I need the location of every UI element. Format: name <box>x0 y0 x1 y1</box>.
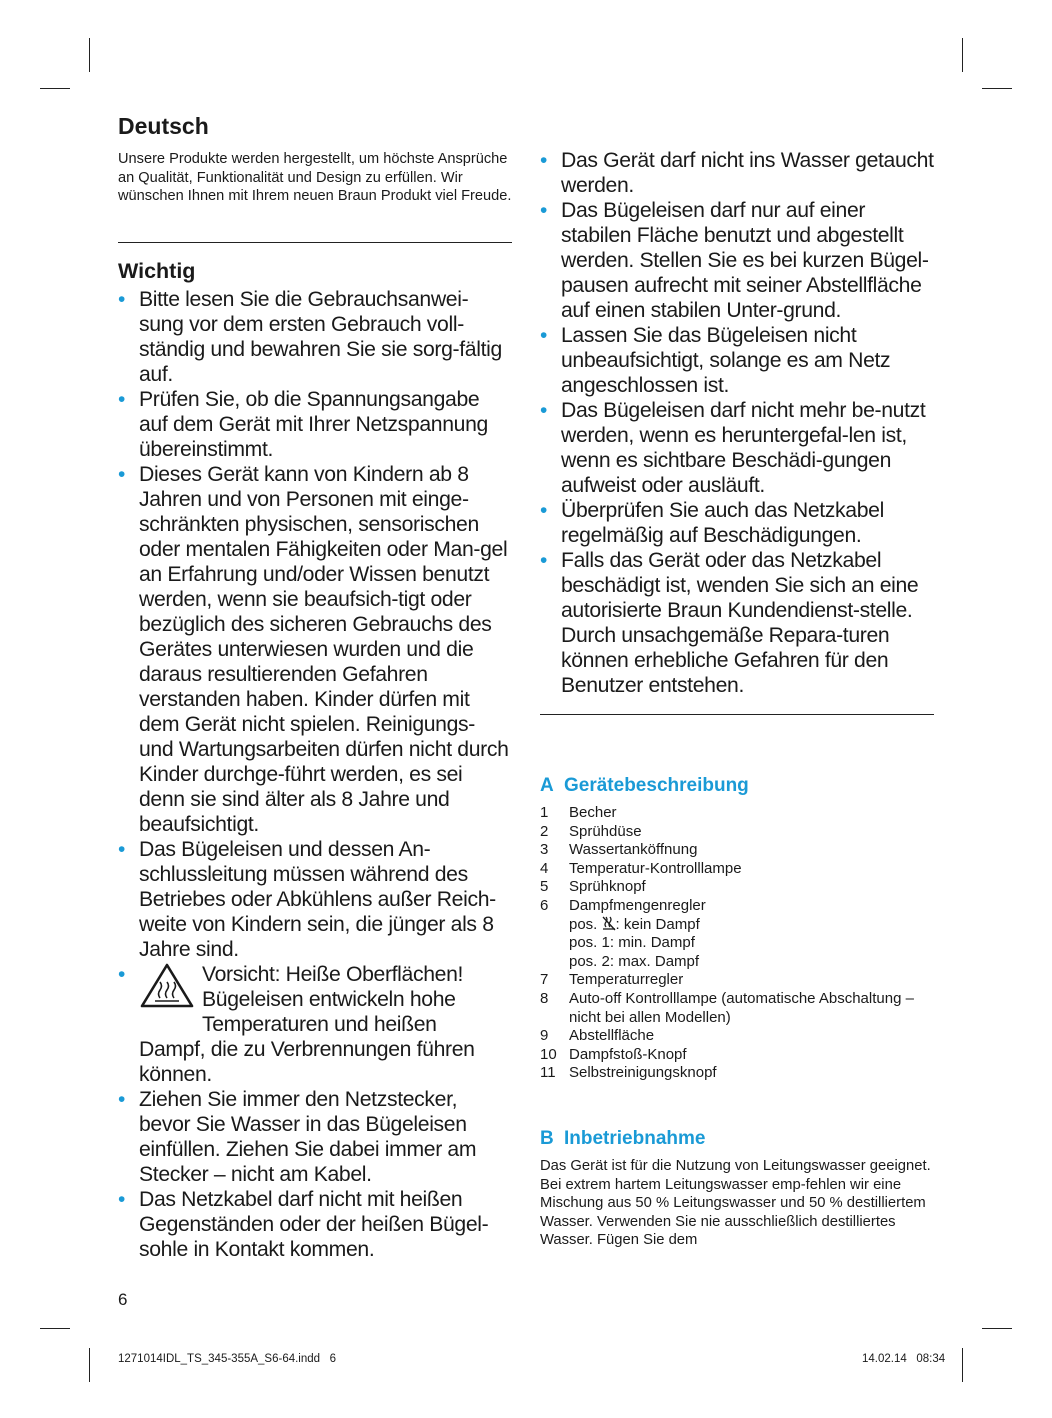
page-number: 6 <box>118 1290 128 1309</box>
crop-mark <box>40 1328 70 1329</box>
bullet-icon: • <box>118 462 126 486</box>
crop-mark <box>962 38 963 72</box>
list-item: 1 Becher <box>540 804 617 821</box>
crop-mark <box>89 1348 90 1382</box>
bullet-icon: • <box>118 387 126 411</box>
section-a-heading: A Gerätebeschreibung <box>540 775 749 796</box>
list-item: 6 Dampfmengenregler <box>540 896 706 914</box>
list-item: • Das Netzkabel darf nicht mit heißen Gegenständen oder der heißen Bügel-sohle in Kontakt kommen. <box>118 1187 489 1261</box>
list-item: • Prüfen Sie, ob die Spannungsangabe auf dem Gerät mit Ihrer Netzspannung übereinstimmt. <box>118 387 488 461</box>
pos-0-line: pos. : kein Dampf <box>569 915 700 933</box>
bullet-icon: • <box>540 549 548 572</box>
divider <box>540 714 934 715</box>
footer-filename: 1271014IDL_TS_345-355A_S6-64.indd 6 <box>118 1353 337 1365</box>
pos-1-line: pos. 1: min. Dampf <box>569 934 695 952</box>
list-item: • Falls das Gerät oder das Netzkabel beschädigt ist, wenden Sie sich an eine autorisierte Braun Kundendienst-stelle. Durch unsachgemäße Repara-turen können erhebliche Gefahren für den Benutzer entstehen. <box>540 549 919 697</box>
list-item: 3 Wassertanköffnung <box>540 841 698 859</box>
list-item: 4 Temperatur-Kontrolllampe <box>540 859 742 877</box>
left-column <box>118 112 512 1262</box>
right-column <box>540 148 934 1250</box>
bullet-icon: • <box>118 1187 126 1211</box>
bullet-icon: • <box>540 149 548 172</box>
warning-text: Vorsicht: Heiße Oberflächen! Bügeleisen entwickeln hohe Temperaturen und heißen <box>202 962 464 1036</box>
section-b-heading: B Inbetriebnahme <box>540 1127 706 1149</box>
bullet-icon: • <box>118 837 126 861</box>
list-item: 11 Selbstreinigungsknopf <box>540 1064 717 1082</box>
list-item: • Das Bügeleisen darf nicht mehr be-nutzt werden, wenn es heruntergefal-len ist, wenn es sichtbare Beschädi-gungen aufweist oder ausläuft. <box>540 399 926 497</box>
list-item: • Ziehen Sie immer den Netzstecker, bevor Sie Wasser in das Bügeleisen einfüllen. Ziehen Sie dabei immer am Stecker – nicht am Kabel. <box>118 1087 477 1186</box>
list-item: • Bitte lesen Sie die Gebrauchsanwei-sung vor dem ersten Gebrauch voll-ständig und bewahren Sie sie sorg-fältig auf. <box>118 287 502 386</box>
safety-list <box>118 287 512 1262</box>
no-steam-icon <box>602 916 616 931</box>
list-item: • Das Bügeleisen und dessen An-schlussleitung müssen während des Betriebes oder Abkühlens außer Reich-weite von Kindern sein, die jünger als 8 Jahre sind. <box>118 837 496 961</box>
list-item: • Überprüfen Sie auch das Netzkabel regelmäßig auf Beschädigungen. <box>540 499 884 547</box>
warning-item <box>118 962 512 1087</box>
bullet-icon: • <box>540 324 548 347</box>
section-b-text: Das Gerät ist für die Nutzung von Leitungswasser geeignet. Bei extrem hartem Leitungswasser emp-fehlen wir eine Mischung aus 50 % Leitungswasser und 50 % destilliertem Wasser. Verwenden Sie nie ausschließlich destilliertes Wasser. Fügen Sie dem <box>540 1157 931 1249</box>
crop-mark <box>982 1328 1012 1329</box>
crop-mark <box>89 38 90 72</box>
bullet-icon: • <box>540 199 548 222</box>
parts-list <box>540 804 934 916</box>
list-item: 10 Dampfstoß-Knopf <box>540 1045 687 1063</box>
bullet-icon: • <box>118 1087 126 1111</box>
bullet-icon: • <box>118 287 126 311</box>
list-item: • Das Gerät darf nicht ins Wasser getaucht werden. <box>540 149 934 197</box>
page-title: Deutsch <box>118 113 209 139</box>
bullet-icon: • <box>540 499 548 522</box>
list-item: 9 Abstellfläche <box>540 1027 655 1045</box>
pos-2-line: pos. 2: max. Dampf <box>569 952 700 970</box>
list-item: 2 Sprühdüse <box>540 822 642 840</box>
list-item: • Lassen Sie das Bügeleisen nicht unbeaufsichtigt, solange es am Netz angeschlossen ist. <box>540 324 891 397</box>
intro-text: Unsere Produkte werden hergestellt, um höchste Ansprüche an Qualität, Funktionalität und Design zu erfüllen. Wir wünschen Ihnen mit Ihrem neuen Braun Produkt viel Freude. <box>118 151 512 205</box>
bullet-icon: • <box>118 962 126 986</box>
divider <box>118 242 512 243</box>
bullet-icon: • <box>540 399 548 422</box>
parts-list-continued <box>540 971 934 1083</box>
list-item: • Dieses Gerät kann von Kindern ab 8 Jahren und von Personen mit einge-schränkten physischen, sensorischen oder mentalen Fähigkeiten oder Man-gel an Erfahrung und/oder Wissen benutzt werden, wenn sie beaufsich-tigt oder bezüglich des sicheren Gebrauchs des Gerätes unterwiesen wurden und die daraus resultierenden Gefahren verstanden haben. Kinder dürfen mit dem Gerät nicht spielen. Reinigungs- und Wartungsarbeiten dürfen nicht durch Kinder durchge-führt werden, es sei denn sie sind älter als 8 Jahre und beaufsichtigt. <box>118 462 509 836</box>
list-item: • Das Bügeleisen darf nur auf einer stabilen Fläche benutzt und abgestellt werden. Stellen Sie es bei kurzen Bügel-pausen aufrecht mit seiner Abstellfläche auf einen stabilen Unter-grund. <box>540 199 929 322</box>
wichtig-heading: Wichtig <box>118 258 196 283</box>
warning-tail: Dampf, die zu Verbrennungen führen können. <box>139 1037 475 1086</box>
list-item: 5 Sprühknopf <box>540 878 646 896</box>
crop-mark <box>982 88 1012 89</box>
crop-mark <box>962 1348 963 1382</box>
hot-surface-warning-icon <box>140 962 194 1008</box>
crop-mark <box>40 88 70 89</box>
footer-date: 14.02.14 08:34 <box>862 1353 946 1365</box>
safety-list-continued <box>540 148 934 698</box>
list-item: 7 Temperaturregler <box>540 971 684 989</box>
list-item: 8 Auto-off Kontrolllampe (automatische Abschaltung – nicht bei allen Modellen) <box>540 989 914 1026</box>
